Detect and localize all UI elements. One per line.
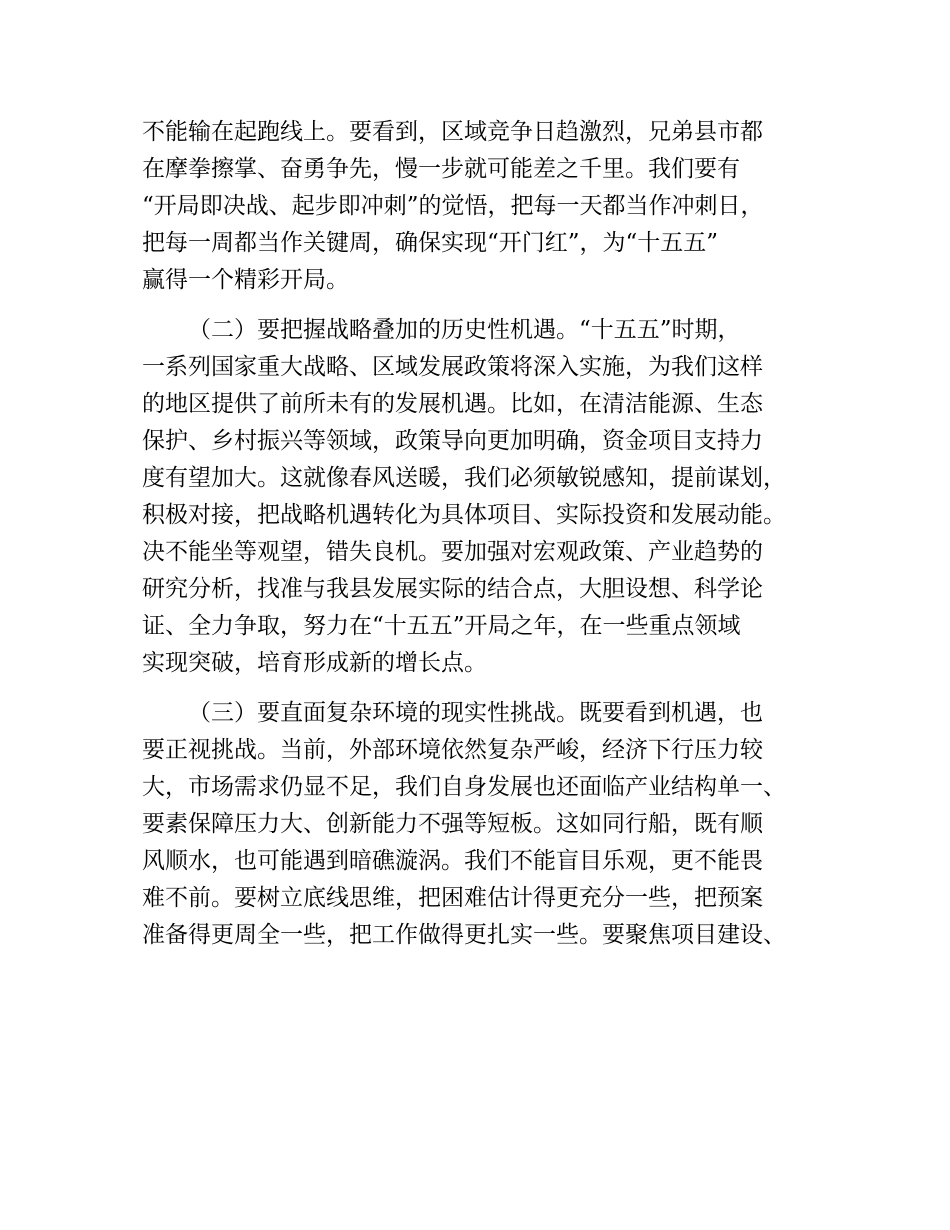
- text-line: 赢得一个精彩开局。: [142, 267, 349, 293]
- text-line: 积极对接，把战略机遇转化为具体项目、实际投资和发展动能。: [142, 502, 786, 528]
- text-line: “开局即决战、起步即冲刺”的觉悟，把每一天都当作冲刺日，: [142, 193, 764, 219]
- text-line: 研究分析，找准与我县发展实际的结合点，大胆设想、科学论: [142, 576, 763, 602]
- paragraph-3: [142, 695, 808, 954]
- text-line: 不能输在起跑线上。要看到，区域竞争日趋激烈，兄弟县市都: [142, 119, 763, 145]
- text-line: 证、全力争取，努力在“十五五”开局之年，在一些重点领域: [142, 613, 741, 639]
- text-line: 要素保障压力大、创新能力不强等短板。这如同行船，既有顺: [142, 811, 763, 837]
- text-line: 大，市场需求仍显不足，我们自身发展也还面临产业结构单一、: [142, 774, 786, 800]
- text-line: 度有望加大。这就像春风送暖，我们必须敏锐感知，提前谋划，: [142, 465, 786, 491]
- text-line: 决不能坐等观望，错失良机。要加强对宏观政策、产业趋势的: [142, 539, 763, 565]
- text-line: 准备得更周全一些，把工作做得更扎实一些。要聚焦项目建设、: [142, 922, 786, 948]
- text-line: 一系列国家重大战略、区域发展政策将深入实施，为我们这样: [142, 354, 763, 380]
- text-line: 风顺水，也可能遇到暗礁漩涡。我们不能盲目乐观，更不能畏: [142, 848, 763, 874]
- paragraph-1: [142, 114, 808, 299]
- paragraph-2: [142, 312, 808, 682]
- text-line: 的地区提供了前所未有的发展机遇。比如，在清洁能源、生态: [142, 391, 763, 417]
- text-line: 要正视挑战。当前，外部环境依然复杂严峻，经济下行压力较: [142, 737, 763, 763]
- text-line: 实现突破，培育形成新的增长点。: [142, 650, 487, 676]
- text-line: 难不前。要树立底线思维，把困难估计得更充分一些，把预案: [142, 885, 763, 911]
- text-line: （二）要把握战略叠加的历史性机遇。“十五五”时期，: [188, 317, 741, 343]
- text-line: （三）要直面复杂环境的现实性挑战。既要看到机遇，也: [188, 700, 763, 726]
- text-line: 把每一周都当作关键周，确保实现“开门红”，为“十五五”: [142, 230, 719, 256]
- text-line: 保护、乡村振兴等领域，政策导向更加明确，资金项目支持力: [142, 428, 763, 454]
- paragraph-spacer: [142, 299, 808, 312]
- document-body: [142, 114, 808, 954]
- paragraph-spacer: [142, 682, 808, 695]
- text-line: 在摩拳擦掌、奋勇争先，慢一步就可能差之千里。我们要有: [142, 156, 740, 182]
